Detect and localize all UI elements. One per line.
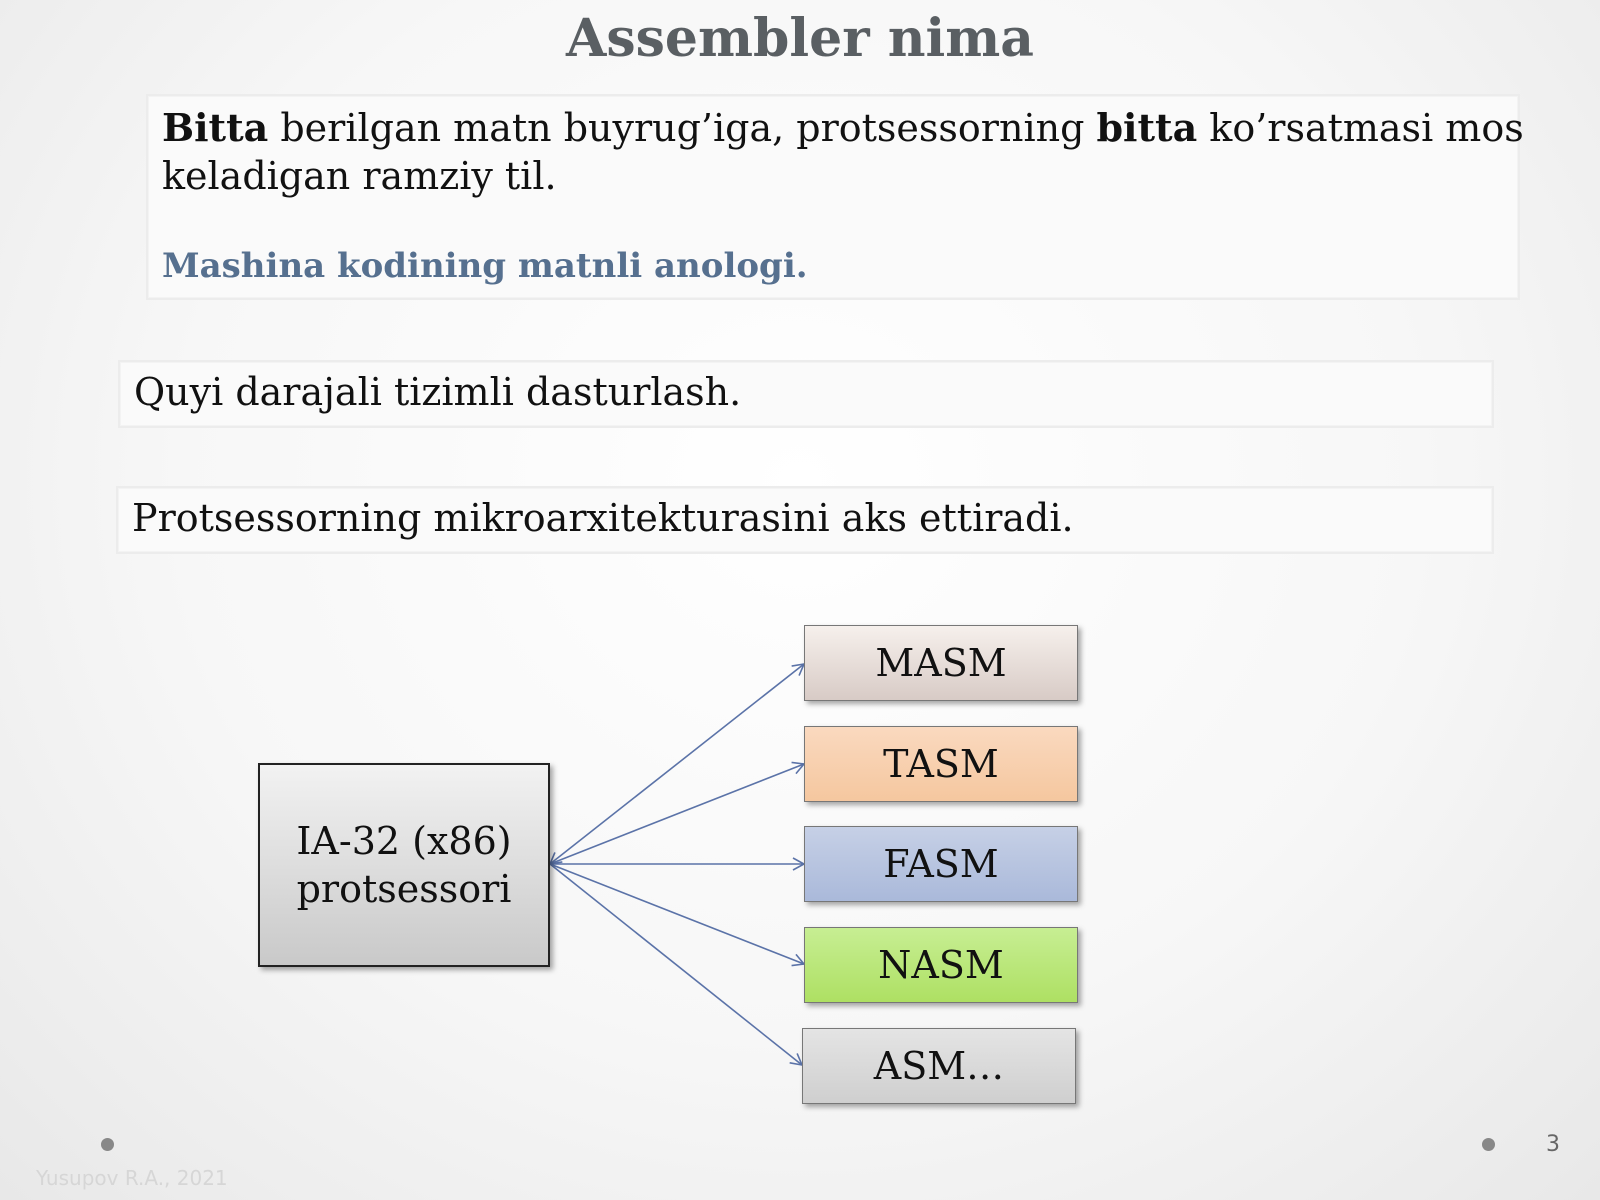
slide-title: Assembler nima — [566, 8, 1034, 69]
source-processor-box — [258, 763, 550, 967]
footer-author: Yusupov R.A., 2021 — [36, 1166, 228, 1190]
page-number: 3 — [1546, 1132, 1560, 1157]
arrow-to-asm — [550, 864, 802, 1065]
arrow-to-masm — [550, 664, 804, 864]
definition-line-2: keladigan ramziy til. — [162, 154, 557, 198]
definition-text-2: ko’rsatmasi mos — [1197, 106, 1524, 150]
definition-text-1: berilgan matn buyrug’iga, protsessorning — [268, 106, 1097, 150]
point-text-1: Quyi darajali tizimli dasturlash. — [134, 370, 742, 414]
right-bullet-dot — [1482, 1138, 1495, 1151]
point-text-2: Protsessorning mikroarxitekturasini aks ettiradi. — [132, 496, 1074, 540]
source-line-2: protsessori — [296, 867, 512, 911]
target-nasm: NASM — [804, 927, 1078, 1003]
arrow-to-nasm — [550, 864, 804, 964]
definition-bold-1: Bitta — [162, 105, 269, 150]
source-line-1: IA-32 (x86) — [296, 819, 512, 863]
target-asm: ASM… — [802, 1028, 1076, 1104]
target-masm: MASM — [804, 625, 1078, 701]
definition-subtitle: Mashina kodining matnli anologi. — [162, 246, 808, 286]
arrow-to-tasm — [550, 764, 804, 864]
definition-bold-2: bitta — [1096, 105, 1198, 150]
target-fasm: FASM — [804, 826, 1078, 902]
left-bullet-dot — [101, 1138, 114, 1151]
target-tasm: TASM — [804, 726, 1078, 802]
